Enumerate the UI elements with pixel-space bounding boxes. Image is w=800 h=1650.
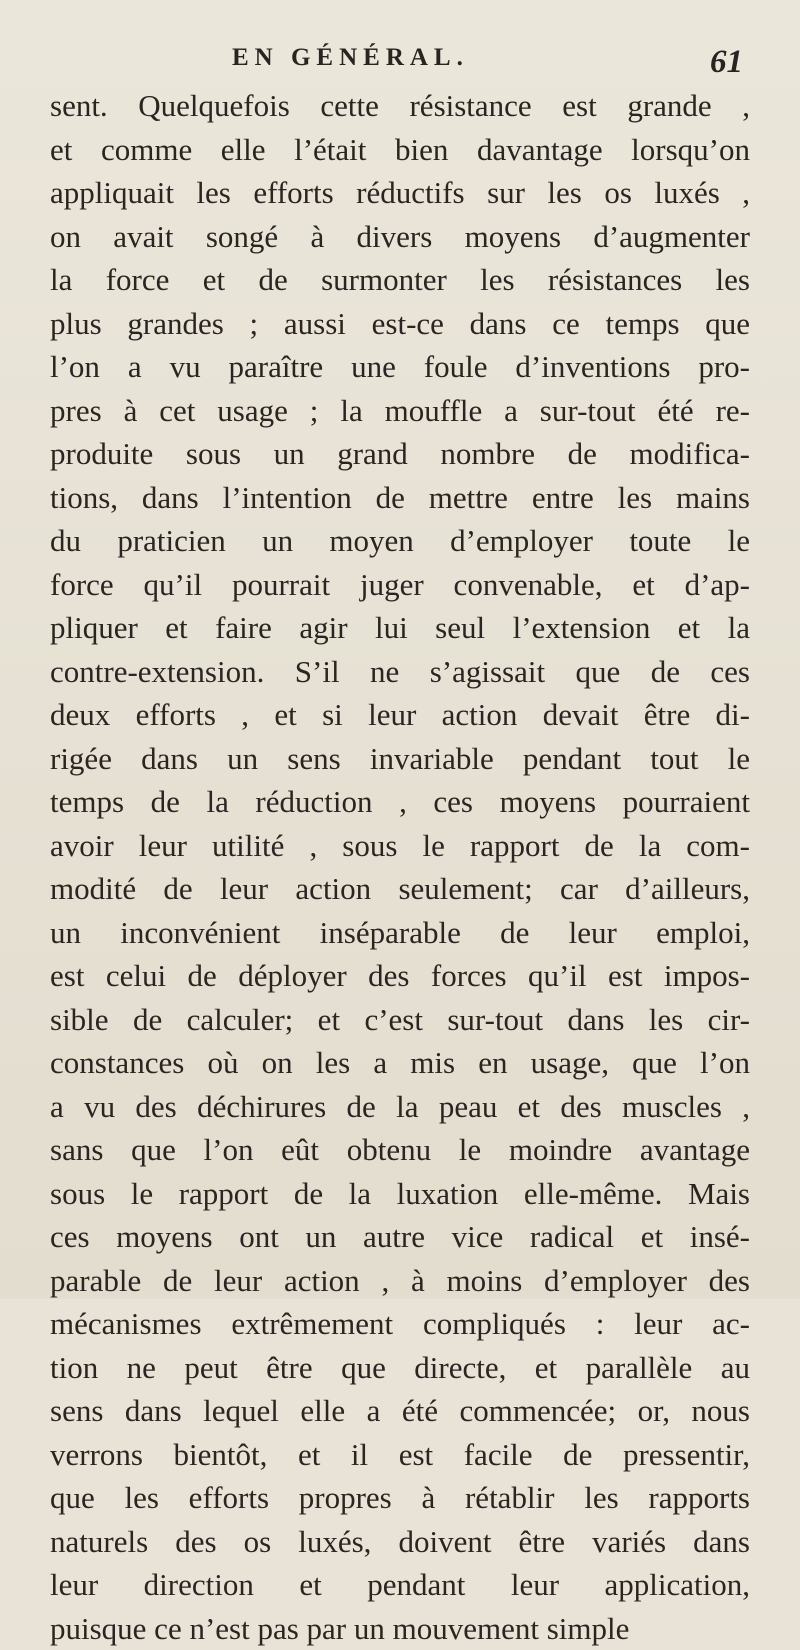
text-line: a vu des déchirures de la peau et des muscles ,	[50, 1085, 750, 1129]
text-line: sible de calculer; et c’est sur-tout dans les cir-	[50, 998, 750, 1042]
text-line: est celui de déployer des forces qu’il est impos-	[50, 954, 750, 998]
text-line: temps de la réduction , ces moyens pourraient	[50, 780, 750, 824]
text-line: on avait songé à divers moyens d’augmenter	[50, 215, 750, 259]
text-line: sans que l’on eût obtenu le moindre avantage	[50, 1128, 750, 1172]
text-line: deux efforts , et si leur action devait être di-	[50, 693, 750, 737]
text-line: avoir leur utilité , sous le rapport de la com-	[50, 824, 750, 868]
text-line: naturels des os luxés, doivent être variés dans	[50, 1520, 750, 1564]
text-line: ces moyens ont un autre vice radical et insé-	[50, 1215, 750, 1259]
text-line: mécanismes extrêmement compliqués : leur ac-	[50, 1302, 750, 1346]
text-line: parable de leur action , à moins d’employer des	[50, 1259, 750, 1303]
body-text	[50, 84, 750, 1650]
text-line: force qu’il pourrait juger convenable, et d’ap-	[50, 563, 750, 607]
text-line: sous le rapport de la luxation elle-même. Mais	[50, 1172, 750, 1216]
text-line: et comme elle l’était bien davantage lorsqu’on	[50, 128, 750, 172]
text-line: produite sous un grand nombre de modifica-	[50, 432, 750, 476]
text-line: du praticien un moyen d’employer toute le	[50, 519, 750, 563]
text-line: rigée dans un sens invariable pendant tout le	[50, 737, 750, 781]
text-line: la force et de surmonter les résistances les	[50, 258, 750, 302]
text-line: leur direction et pendant leur application,	[50, 1563, 750, 1607]
text-line: pres à cet usage ; la mouffle a sur-tout été re-	[50, 389, 750, 433]
text-line: contre-extension. S’il ne s’agissait que de ces	[50, 650, 750, 694]
text-line: verrons bientôt, et il est facile de pressentir,	[50, 1433, 750, 1477]
text-line: tions, dans l’intention de mettre entre les mains	[50, 476, 750, 520]
text-line: plus grandes ; aussi est-ce dans ce temps que	[50, 302, 750, 346]
text-line: un inconvénient inséparable de leur emploi,	[50, 911, 750, 955]
text-line: tion ne peut être que directe, et parallèle au	[50, 1346, 750, 1390]
text-line: pliquer et faire agir lui seul l’extension et la	[50, 606, 750, 650]
text-line: l’on a vu paraître une foule d’inventions pro-	[50, 345, 750, 389]
text-line: modité de leur action seulement; car d’ailleurs,	[50, 867, 750, 911]
running-head-title: EN GÉNÉRAL.	[232, 44, 469, 72]
text-line: sens dans lequel elle a été commencée; or, nous	[50, 1389, 750, 1433]
text-line: appliquait les efforts réductifs sur les os luxés ,	[50, 171, 750, 215]
text-line: sent. Quelquefois cette résistance est grande ,	[50, 84, 750, 128]
text-line: constances où on les a mis en usage, que l’on	[50, 1041, 750, 1085]
running-head	[0, 44, 800, 84]
page-number: 61	[710, 44, 743, 81]
text-line: que les efforts propres à rétablir les rapports	[50, 1476, 750, 1520]
text-line: puisque ce n’est pas par un mouvement simple	[50, 1607, 750, 1650]
